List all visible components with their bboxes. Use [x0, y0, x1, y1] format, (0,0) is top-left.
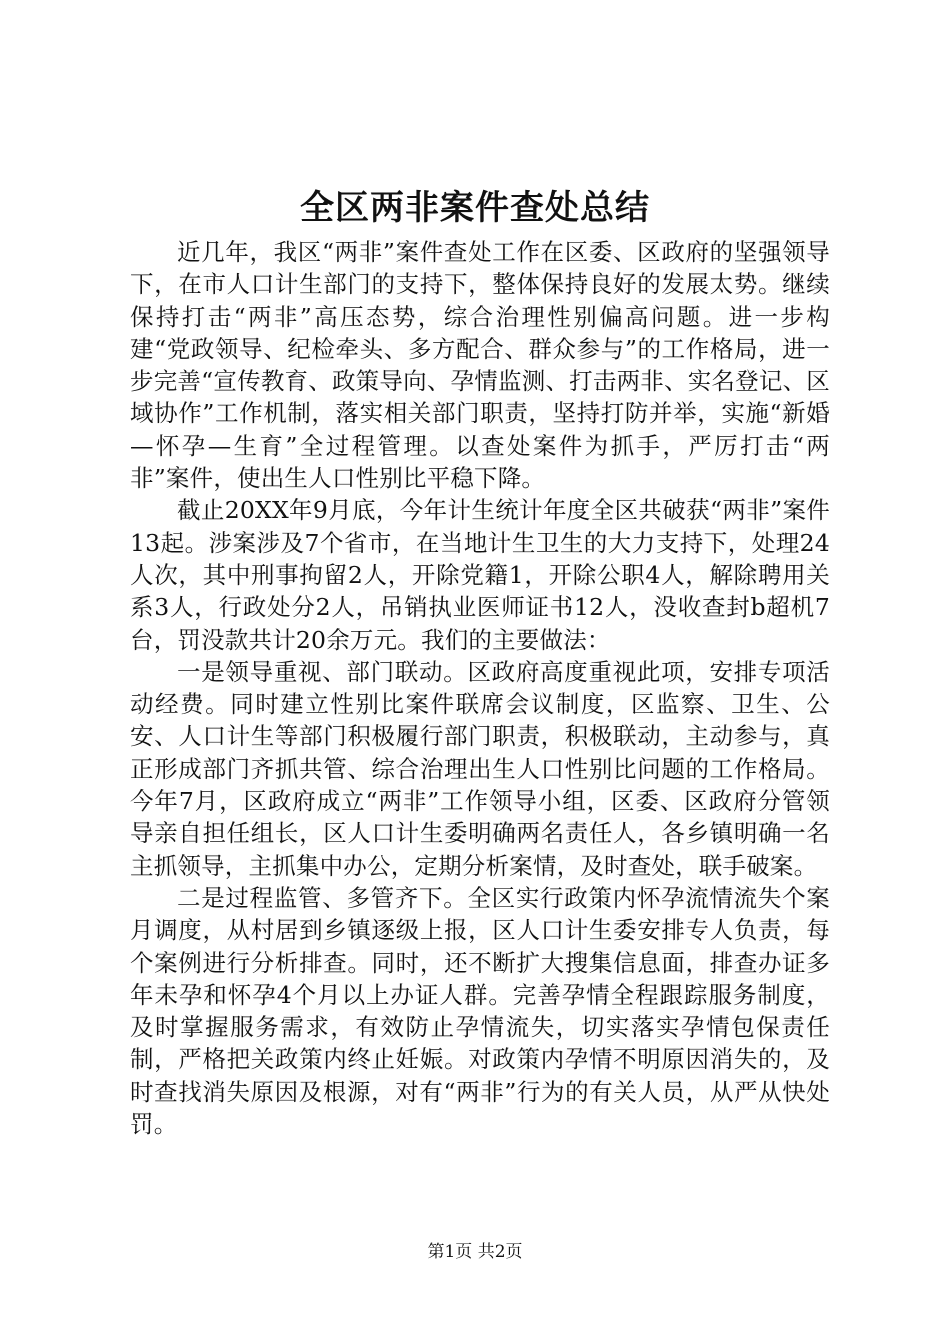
paragraph-intro: 近几年，我区“两非”案件查处工作在区委、区政府的坚强领导下，在市人口计生部门的支持下，整体保持良好的发展太势。继续保持打击“两非”高压态势，综合治理性别偏高问题。进一步构建“党政领导、纪检牵头、多方配合、群众参与”的工作格局，进一步完善“宣传教育、政策导向、孕情监测、打击两非、实名登记、区域协作”工作机制，落实相关部门职责，坚持打防并举，实施“新婚—怀孕—生育”全过程管理。以查处案件为抓手，严厉打击“两非”案件，使出生人口性别比平稳下降。	[130, 238, 830, 493]
document-body	[130, 236, 830, 1140]
paragraph-measure-one: 一是领导重视、部门联动。区政府高度重视此项，安排专项活动经费。同时建立性别比案件联席会议制度，区监察、卫生、公安、人口计生等部门积极履行部门职责，积极联动，主动参与，真正形成部门齐抓共管、综合治理出生人口性别比问题的工作格局。今年7月，区政府成立“两非”工作领导小组，区委、区政府分管领导亲自担任组长，区人口计生委明确两名责任人，各乡镇明确一名主抓领导，主抓集中办公，定期分析案情，及时查处，联手破案。	[130, 657, 830, 880]
document-title: 全区两非案件查处总结	[300, 188, 650, 228]
page-number-footer: 第1页 共2页	[427, 1242, 523, 1262]
paragraph-measure-two: 二是过程监管、多管齐下。全区实行政策内怀孕流情流失个案月调度，从村居到乡镇逐级上报，区人口计生委安排专人负责，每个案例进行分析排查。同时，还不断扩大搜集信息面，排查办证多年未孕和怀孕4个月以上办证人群。完善孕情全程跟踪服务制度，及时掌握服务需求，有效防止孕情流失，切实落实孕情包保责任制，严格把关政策内终止妊娠。对政策内孕情不明原因消失的，及时查找消失原因及根源，对有“两非”行为的有关人员，从严从快处罚。	[130, 883, 830, 1139]
paragraph-statistics: 截止20XX年9月底，今年计生统计年度全区共破获“两非”案件13起。涉案涉及7个省市，在当地计生卫生的大力支持下，处理24人次，其中刑事拘留2人，开除党籍1，开除公职4人，解除聘用关系3人，行政处分2人，吊销执业医师证书12人，没收查封b超机7台，罚没款共计20余万元。我们的主要做法：	[130, 496, 830, 654]
